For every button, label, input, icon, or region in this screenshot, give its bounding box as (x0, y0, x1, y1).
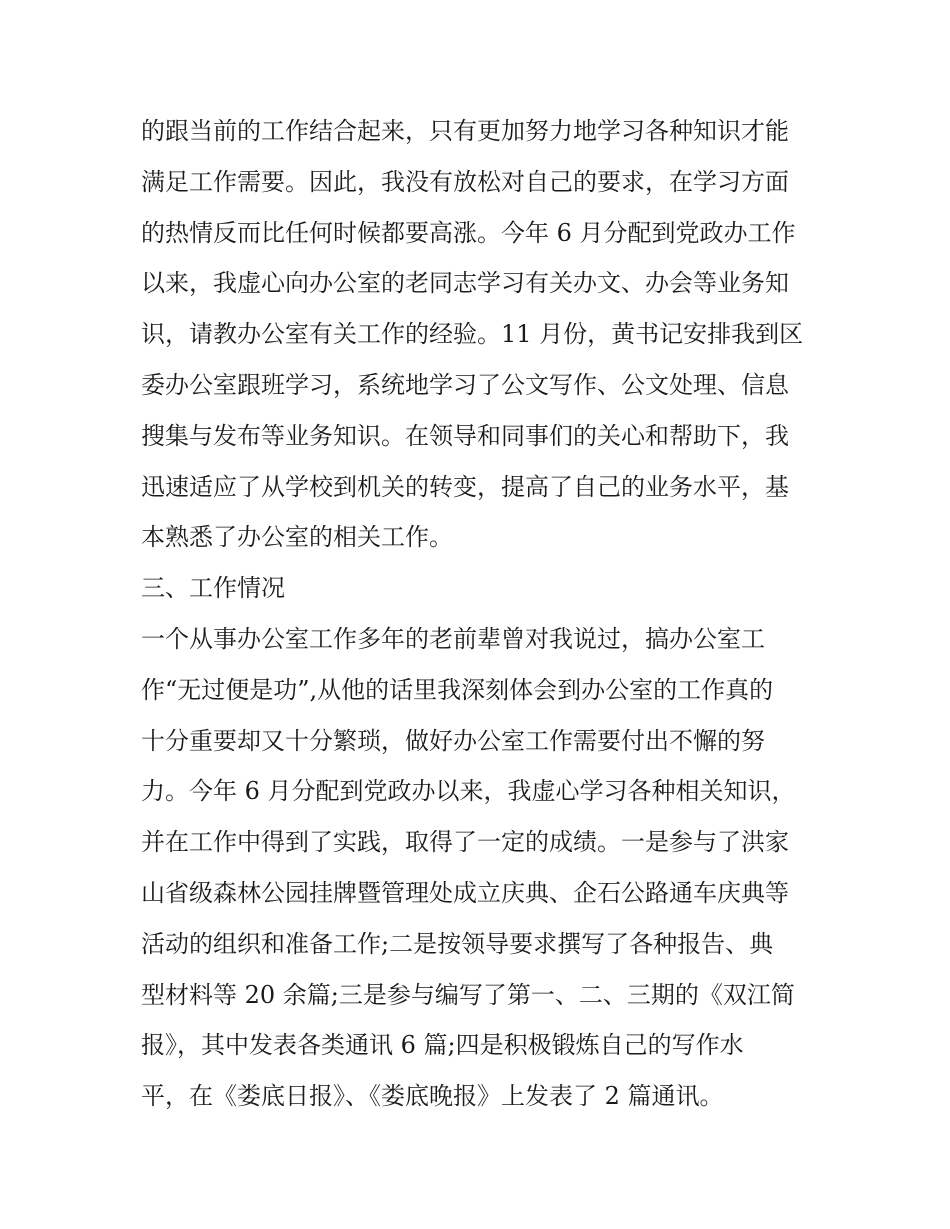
text-line: 的跟当前的工作结合起来，只有更加努力地学习各种知识才能 (141, 117, 789, 145)
text-line: 十分重要却又十分繁琐，做好办公室工作需要付出不懈的努 (141, 726, 765, 755)
text-line: 搜集与发布等业务知识。在领导和同事们的关心和帮助下，我 (141, 421, 789, 450)
text-line: 报》，其中发表各类通讯 6 篇;四是积极锻炼自己的写作水 (141, 1031, 744, 1060)
text-line: 力。今年 6 月分配到党政办以来，我虚心学习各种相关知识， (141, 777, 796, 806)
text-line: 迅速适应了从学校到机关的转变，提高了自己的业务水平，基 (141, 472, 789, 501)
text-line: 作“无过便是功”,从他的话里我深刻体会到办公室的工作真的 (141, 675, 774, 704)
text-line: 平，在《娄底日报》、《娄底晚报》上发表了 2 篇通讯。 (141, 1082, 724, 1111)
text-line: 本熟悉了办公室的相关工作。 (141, 523, 453, 552)
text-line: 以来，我虚心向办公室的老同志学习有关办文、办会等业务知 (141, 269, 789, 298)
text-line: 活动的组织和准备工作;二是按领导要求撰写了各种报告、典 (141, 929, 774, 958)
text-line: 识，请教办公室有关工作的经验。11 月份，黄书记安排我到区 (141, 320, 804, 349)
text-line: 委办公室跟班学习，系统地学习了公文写作、公文处理、信息 (141, 370, 789, 399)
text-line: 满足工作需要。因此，我没有放松对自己的要求，在学习方面 (141, 167, 789, 196)
text-line: 山省级森林公园挂牌暨管理处成立庆典、企石公路通车庆典等 (141, 878, 789, 907)
document-body (141, 106, 821, 1122)
text-line: 一个从事办公室工作多年的老前辈曾对我说过，搞办公室工 (141, 624, 765, 653)
text-line: 的热情反而比任何时候都要高涨。今年 6 月分配到党政办工作 (141, 218, 796, 247)
section-heading: 三、工作情况 (141, 574, 285, 603)
text-line: 并在工作中得到了实践，取得了一定的成绩。一是参与了洪家 (141, 828, 789, 857)
text-line: 型材料等 20 余篇;三是参与编写了第一、二、三期的《双江简 (141, 980, 795, 1009)
